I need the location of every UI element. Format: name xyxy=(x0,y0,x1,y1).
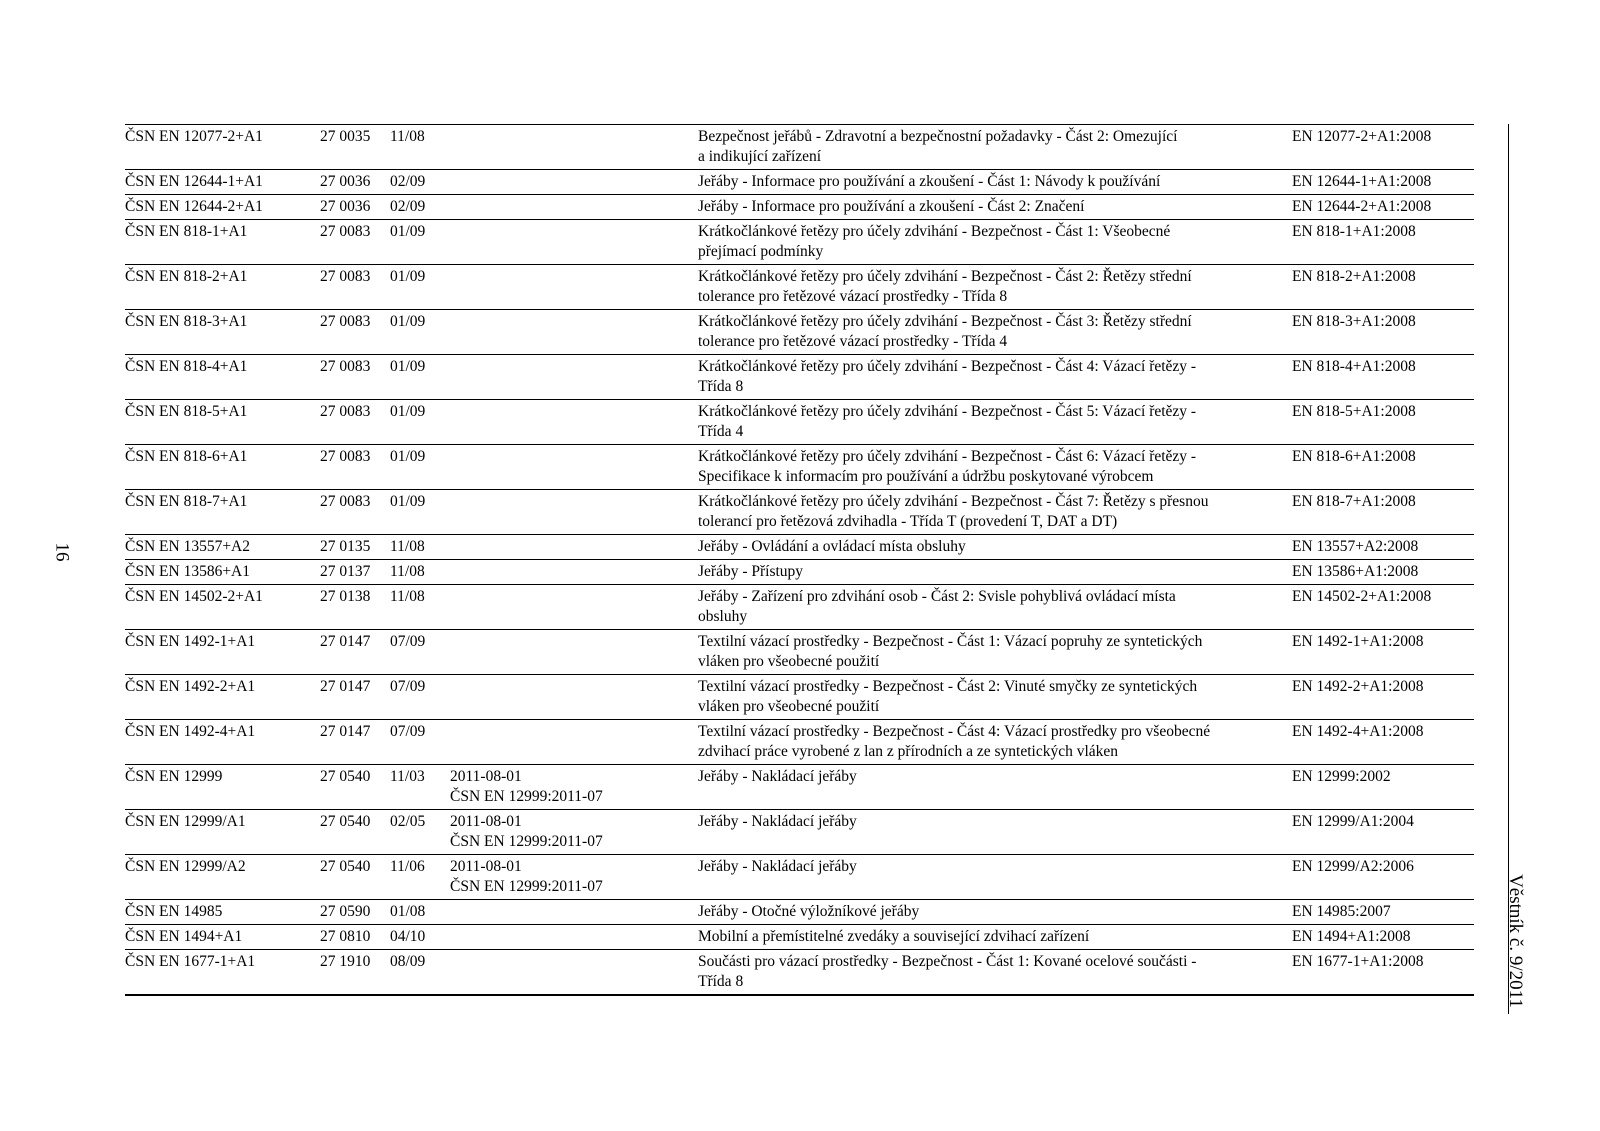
en-reference: EN 12644-1+A1:2008 xyxy=(1292,170,1474,195)
standard-title xyxy=(698,195,1292,220)
table-row xyxy=(125,400,1474,445)
en-reference: EN 818-2+A1:2008 xyxy=(1292,265,1474,310)
replacement-info xyxy=(450,265,698,310)
replacement-info-line: ČSN EN 12999:2011-07 xyxy=(450,833,603,850)
issue-date: 02/09 xyxy=(390,195,450,220)
table-row xyxy=(125,675,1474,720)
standard-code: ČSN EN 14985 xyxy=(125,900,320,925)
standard-title xyxy=(698,125,1292,170)
standard-code: ČSN EN 12999 xyxy=(125,765,320,810)
issue-date: 01/08 xyxy=(390,900,450,925)
standard-title xyxy=(698,170,1292,195)
standard-title-line: Krátkočlánkové řetězy pro účely zdvihání - Bezpečnost - Část 1: Všeobecné xyxy=(698,223,1171,240)
replacement-info xyxy=(450,310,698,355)
replacement-info-line: 2011-08-01 xyxy=(450,768,522,785)
classification-number: 27 0035 xyxy=(320,128,371,145)
standard-title-line: Součásti pro vázací prostředky - Bezpečnost - Část 1: Kované ocelové součásti - xyxy=(698,953,1197,970)
replacement-info xyxy=(450,900,698,925)
standard-code: ČSN EN 14502-2+A1 xyxy=(125,585,320,630)
replacement-info xyxy=(450,355,698,400)
classification-number: 27 0083 xyxy=(320,310,390,355)
en-reference: EN 818-6+A1:2008 xyxy=(1292,445,1474,490)
standard-title-line: tolerance pro řetězové vázací prostředky - Třída 8 xyxy=(698,288,1008,305)
standard-code: ČSN EN 1492-1+A1 xyxy=(125,630,320,675)
issue-date: 01/09 xyxy=(390,400,450,445)
standard-title-line: Mobilní a přemístitelné zvedáky a související zdvihací zařízení xyxy=(698,928,1090,945)
replacement-info xyxy=(450,195,698,220)
en-reference: EN 12999/A2:2006 xyxy=(1292,855,1474,900)
standard-title xyxy=(698,765,1292,810)
classification-number: 27 0540 xyxy=(320,810,390,855)
table-row xyxy=(125,195,1474,220)
standard-title-line: Krátkočlánkové řetězy pro účely zdvihání - Bezpečnost - Část 5: Vázací řetězy - xyxy=(698,403,1197,420)
standard-title-line: tolerance pro řetězové vázací prostředky - Třída 4 xyxy=(698,333,1008,350)
replacement-info xyxy=(450,855,698,900)
standard-code: ČSN EN 818-5+A1 xyxy=(125,400,320,445)
replacement-info-line: 2011-08-01 xyxy=(450,813,522,830)
standard-title-line: Třída 8 xyxy=(698,378,744,395)
standard-code: ČSN EN 13586+A1 xyxy=(125,560,320,585)
classification-number: 27 1910 xyxy=(320,950,390,996)
standard-code: ČSN EN 818-1+A1 xyxy=(125,220,320,265)
issue-date: 02/05 xyxy=(390,810,450,855)
standards-table xyxy=(125,124,1474,996)
standard-title-line: vláken pro všeobecné použití xyxy=(698,698,880,715)
classification-number: 27 0083 xyxy=(320,490,390,535)
en-reference: EN 818-7+A1:2008 xyxy=(1292,490,1474,535)
issue-date: 02/09 xyxy=(390,170,450,195)
classification-number: 27 0083 xyxy=(320,355,390,400)
classification-number: 27 0147 xyxy=(320,630,390,675)
classification-number: 27 0083 xyxy=(320,220,390,265)
standard-title xyxy=(698,585,1292,630)
issue-date: 04/10 xyxy=(390,925,450,950)
classification-number: 27 0590 xyxy=(320,900,390,925)
standard-code: ČSN EN 1492-4+A1 xyxy=(125,720,320,765)
standard-code: ČSN EN 818-3+A1 xyxy=(125,310,320,355)
standard-title-line: Bezpečnost jeřábů - Zdravotní a bezpečnostní požadavky - Část 2: Omezující xyxy=(698,128,1178,145)
replacement-info xyxy=(450,445,698,490)
issue-date: 08/09 xyxy=(390,950,450,996)
standard-title-line: Jeřáby - Otočné výložníkové jeřáby xyxy=(698,903,920,920)
table-row xyxy=(125,310,1474,355)
table-row xyxy=(125,630,1474,675)
issue-date: 07/09 xyxy=(390,630,450,675)
replacement-info xyxy=(450,765,698,810)
standard-title-line: Jeřáby - Nakládací jeřáby xyxy=(698,813,857,830)
en-reference: EN 14502-2+A1:2008 xyxy=(1292,585,1474,630)
table-row xyxy=(125,765,1474,810)
classification-number: 27 0810 xyxy=(320,925,390,950)
standard-title xyxy=(698,220,1292,265)
classification-number: 27 0083 xyxy=(320,265,390,310)
issue-date: 07/09 xyxy=(390,675,450,720)
standard-title-line: Jeřáby - Ovládání a ovládací místa obsluhy xyxy=(698,538,966,555)
standard-title xyxy=(698,925,1292,950)
standard-code: ČSN EN 12999/A1 xyxy=(125,810,320,855)
standard-code: ČSN EN 1494+A1 xyxy=(125,925,320,950)
page-number: 16 xyxy=(51,542,73,562)
standard-title-line: Textilní vázací prostředky - Bezpečnost - Část 2: Vinuté smyčky ze syntetických xyxy=(698,678,1198,695)
issue-date: 07/09 xyxy=(390,720,450,765)
replacement-info-line: ČSN EN 12999:2011-07 xyxy=(450,878,603,895)
standard-code: ČSN EN 12077-2+A1 xyxy=(125,128,263,145)
en-reference: EN 1492-2+A1:2008 xyxy=(1292,675,1474,720)
standard-title xyxy=(698,355,1292,400)
replacement-info xyxy=(450,810,698,855)
standard-title-line: obsluhy xyxy=(698,608,748,625)
standard-title-line: Jeřáby - Informace pro používání a zkoušení - Část 2: Značení xyxy=(698,198,1085,215)
standard-title-line: vláken pro všeobecné použití xyxy=(698,653,880,670)
classification-number: 27 0036 xyxy=(320,170,390,195)
replacement-info xyxy=(450,720,698,765)
replacement-info xyxy=(450,675,698,720)
en-reference: EN 1492-1+A1:2008 xyxy=(1292,630,1474,675)
replacement-info xyxy=(450,585,698,630)
en-reference: EN 12999/A1:2004 xyxy=(1292,810,1474,855)
standard-title xyxy=(698,810,1292,855)
standard-title xyxy=(698,855,1292,900)
classification-number: 27 0138 xyxy=(320,585,390,630)
issue-date: 01/09 xyxy=(390,220,450,265)
en-reference: EN 1492-4+A1:2008 xyxy=(1292,720,1474,765)
issue-date: 01/09 xyxy=(390,265,450,310)
standard-title-line: Třída 4 xyxy=(698,423,744,440)
standard-title-line: tolerancí pro řetězová zdvihadla - Třída T (provedení T, DAT a DT) xyxy=(698,513,1118,530)
replacement-info xyxy=(450,490,698,535)
standard-title-line: Krátkočlánkové řetězy pro účely zdvihání - Bezpečnost - Část 2: Řetězy střední xyxy=(698,268,1192,285)
en-reference: EN 14985:2007 xyxy=(1292,900,1474,925)
standard-title xyxy=(698,630,1292,675)
standard-title xyxy=(698,265,1292,310)
en-reference: EN 818-3+A1:2008 xyxy=(1292,310,1474,355)
standard-title xyxy=(698,445,1292,490)
standard-title-line: Krátkočlánkové řetězy pro účely zdvihání - Bezpečnost - Část 4: Vázací řetězy - xyxy=(698,358,1197,375)
standard-code: ČSN EN 818-6+A1 xyxy=(125,445,320,490)
table-body xyxy=(125,125,1474,996)
classification-number: 27 0147 xyxy=(320,720,390,765)
replacement-info xyxy=(450,630,698,675)
replacement-info xyxy=(450,950,698,996)
replacement-info xyxy=(450,125,698,170)
standard-title xyxy=(698,490,1292,535)
replacement-info xyxy=(450,220,698,265)
standard-title-line: Krátkočlánkové řetězy pro účely zdvihání - Bezpečnost - Část 3: Řetězy střední xyxy=(698,313,1192,330)
table-row xyxy=(125,355,1474,400)
table-row xyxy=(125,490,1474,535)
standard-title-line: Jeřáby - Zařízení pro zdvihání osob - Část 2: Svisle pohyblivá ovládací místa xyxy=(698,588,1176,605)
classification-number: 27 0137 xyxy=(320,560,390,585)
issue-date: 01/09 xyxy=(390,310,450,355)
en-reference: EN 818-5+A1:2008 xyxy=(1292,400,1474,445)
standard-title xyxy=(698,675,1292,720)
en-reference: EN 1677-1+A1:2008 xyxy=(1292,950,1474,996)
en-reference: EN 12999:2002 xyxy=(1292,765,1474,810)
replacement-info xyxy=(450,925,698,950)
classification-number: 27 0135 xyxy=(320,535,390,560)
classification-number: 27 0083 xyxy=(320,445,390,490)
standard-title-line: Jeřáby - Přístupy xyxy=(698,563,804,580)
standard-title-line: Specifikace k informacím pro používání a údržbu poskytované výrobcem xyxy=(698,468,1154,485)
table-row xyxy=(125,720,1474,765)
table-row xyxy=(125,950,1474,996)
table-row xyxy=(125,220,1474,265)
en-reference: EN 13586+A1:2008 xyxy=(1292,560,1474,585)
standard-title xyxy=(698,535,1292,560)
standard-title-line: a indikující zařízení xyxy=(698,148,822,165)
en-reference: EN 1494+A1:2008 xyxy=(1292,925,1474,950)
issue-date: 11/08 xyxy=(390,128,425,145)
en-reference: EN 12077-2+A1:2008 xyxy=(1292,128,1432,145)
standard-code: ČSN EN 12644-2+A1 xyxy=(125,195,320,220)
standard-title xyxy=(698,900,1292,925)
en-reference: EN 13557+A2:2008 xyxy=(1292,535,1474,560)
journal-label: Věstník č. 9/2011 xyxy=(1505,874,1526,1008)
standard-code: ČSN EN 818-4+A1 xyxy=(125,355,320,400)
standard-title-line: Jeřáby - Nakládací jeřáby xyxy=(698,858,857,875)
table-row xyxy=(125,170,1474,195)
en-reference: EN 818-4+A1:2008 xyxy=(1292,355,1474,400)
replacement-info xyxy=(450,535,698,560)
table-row xyxy=(125,265,1474,310)
standard-title-line: Textilní vázací prostředky - Bezpečnost - Část 1: Vázací popruhy ze syntetických xyxy=(698,633,1203,650)
issue-date: 11/03 xyxy=(390,765,450,810)
table-row xyxy=(125,535,1474,560)
issue-date: 11/06 xyxy=(390,855,450,900)
replacement-info-line: ČSN EN 12999:2011-07 xyxy=(450,788,603,805)
table-row xyxy=(125,125,1474,170)
standard-code: ČSN EN 12999/A2 xyxy=(125,855,320,900)
issue-date: 11/08 xyxy=(390,585,450,630)
standard-title xyxy=(698,560,1292,585)
replacement-info xyxy=(450,170,698,195)
table-row xyxy=(125,900,1474,925)
classification-number: 27 0540 xyxy=(320,765,390,810)
replacement-info xyxy=(450,400,698,445)
en-reference: EN 12644-2+A1:2008 xyxy=(1292,195,1474,220)
standard-title-line: Třída 8 xyxy=(698,973,744,990)
table-row xyxy=(125,925,1474,950)
standard-title xyxy=(698,400,1292,445)
standard-title xyxy=(698,720,1292,765)
classification-number: 27 0083 xyxy=(320,400,390,445)
en-reference: EN 818-1+A1:2008 xyxy=(1292,220,1474,265)
issue-date: 01/09 xyxy=(390,490,450,535)
standard-title-line: Textilní vázací prostředky - Bezpečnost - Část 4: Vázací prostředky pro všeobecné xyxy=(698,723,1211,740)
classification-number: 27 0147 xyxy=(320,675,390,720)
standard-code: ČSN EN 818-7+A1 xyxy=(125,490,320,535)
standard-code: ČSN EN 1677-1+A1 xyxy=(125,950,320,996)
classification-number: 27 0036 xyxy=(320,195,390,220)
table-row xyxy=(125,855,1474,900)
standard-title-line: Krátkočlánkové řetězy pro účely zdvihání - Bezpečnost - Část 7: Řetězy s přesnou xyxy=(698,493,1209,510)
issue-date: 11/08 xyxy=(390,535,450,560)
standard-title-line: Jeřáby - Informace pro používání a zkoušení - Část 1: Návody k používání xyxy=(698,173,1161,190)
standard-title-line: zdvihací práce vyrobené z lan z přírodních a ze syntetických vláken xyxy=(698,743,1119,760)
issue-date: 01/09 xyxy=(390,445,450,490)
table-row xyxy=(125,585,1474,630)
standard-title-line: Jeřáby - Nakládací jeřáby xyxy=(698,768,857,785)
standard-title xyxy=(698,310,1292,355)
classification-number: 27 0540 xyxy=(320,855,390,900)
standard-code: ČSN EN 818-2+A1 xyxy=(125,265,320,310)
table-row xyxy=(125,445,1474,490)
issue-date: 11/08 xyxy=(390,560,450,585)
standard-title-line: přejímací podmínky xyxy=(698,243,824,260)
standard-code: ČSN EN 1492-2+A1 xyxy=(125,675,320,720)
table-row xyxy=(125,560,1474,585)
standard-code: ČSN EN 12644-1+A1 xyxy=(125,170,320,195)
table-row xyxy=(125,810,1474,855)
standard-code: ČSN EN 13557+A2 xyxy=(125,535,320,560)
standard-title xyxy=(698,950,1292,996)
replacement-info xyxy=(450,560,698,585)
issue-date: 01/09 xyxy=(390,355,450,400)
replacement-info-line: 2011-08-01 xyxy=(450,858,522,875)
standard-title-line: Krátkočlánkové řetězy pro účely zdvihání - Bezpečnost - Část 6: Vázací řetězy - xyxy=(698,448,1197,465)
